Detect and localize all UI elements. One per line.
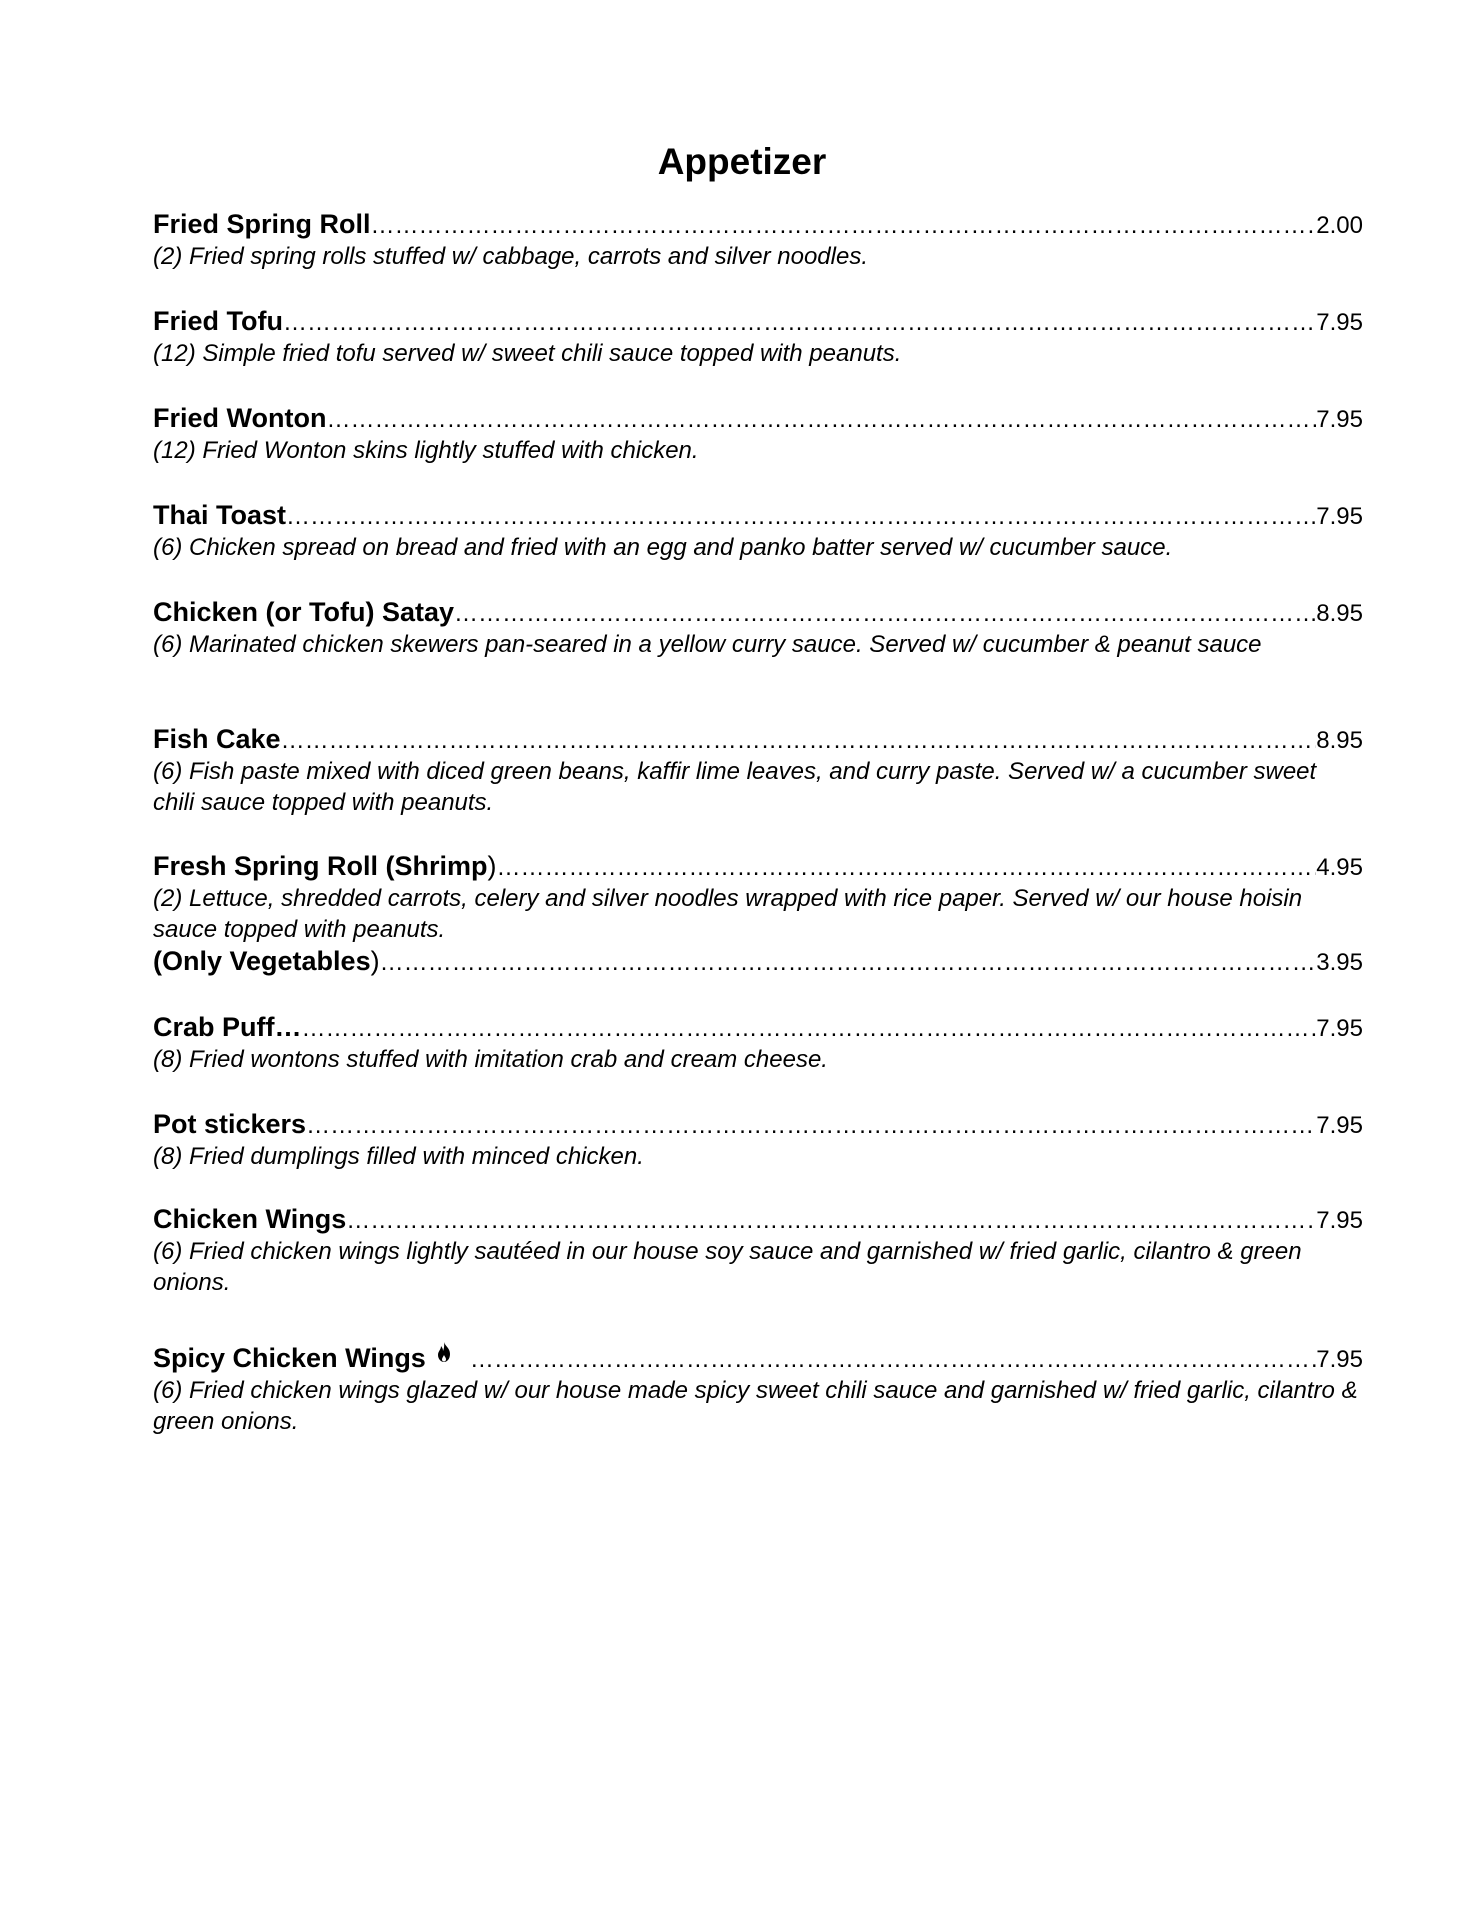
dot-leader [283, 306, 1316, 340]
menu-item [153, 304, 1363, 369]
menu-item-name-suffix: ) [487, 851, 497, 881]
menu-item-description: (8) Fried wontons stuffed with imitation crab and cream cheese. [153, 1046, 828, 1073]
dot-leader [326, 403, 1316, 437]
menu-item [153, 1010, 1363, 1075]
dot-leader [497, 851, 1317, 885]
dot-leader [346, 1204, 1316, 1238]
dot-leader [302, 1012, 1317, 1046]
menu-item-line [153, 1010, 1363, 1044]
menu-item-line [153, 498, 1363, 532]
menu-item-description: (2) Lettuce, shredded carrots, celery and silver noodles wrapped with rice paper. Served w/ our house hoisin sauce topped with peanuts. [153, 885, 1303, 943]
dot-leader [306, 1109, 1316, 1143]
menu-item-name: Chicken Wings [153, 1204, 347, 1234]
menu-item-line [153, 595, 1363, 629]
menu-item-line [153, 1107, 1363, 1141]
menu-item [153, 595, 1363, 660]
menu-item-price: 4.95 [1316, 854, 1363, 881]
menu-item-price: 7.95 [1316, 309, 1363, 336]
menu-item-description: (12) Simple fried tofu served w/ sweet chili sauce topped with peanuts. [153, 340, 902, 367]
menu-item-name: Fried Tofu [153, 306, 283, 336]
menu-item-price: 7.95 [1316, 406, 1363, 433]
menu-item-name: (Only Vegetables [153, 946, 371, 976]
menu-item-description: (2) Fried spring rolls stuffed w/ cabbage, carrots and silver noodles. [153, 243, 868, 270]
menu-item-description: (6) Marinated chicken skewers pan-seared in a yellow curry sauce. Served w/ cucumber & peanut sauce [153, 631, 1262, 658]
menu-item-name: Fried Wonton [153, 403, 327, 433]
menu-item-name: Pot stickers [153, 1109, 307, 1139]
menu-item-description: (6) Chicken spread on bread and fried with an egg and panko batter served w/ cucumber sauce. [153, 534, 1173, 561]
menu-item-price: 7.95 [1316, 1112, 1363, 1139]
dot-leader [470, 1343, 1316, 1377]
menu-item-name: Fried Spring Roll [153, 209, 371, 239]
menu-item-line [153, 1202, 1363, 1236]
menu-item-line [153, 207, 1363, 241]
menu-item [153, 1107, 1363, 1172]
menu-item-price: 3.95 [1316, 949, 1363, 976]
menu-item-line [153, 722, 1363, 756]
menu-item-price: 7.95 [1316, 1207, 1363, 1234]
menu-item [153, 498, 1363, 563]
menu-item-line [153, 1341, 1363, 1375]
menu-item-name: Crab Puff… [153, 1012, 302, 1042]
dot-leader [380, 946, 1317, 980]
menu-item [153, 1202, 1363, 1298]
menu-item [153, 1341, 1363, 1437]
menu-item [153, 207, 1363, 272]
menu-item-line [153, 944, 1363, 978]
menu-item-price: 7.95 [1316, 503, 1363, 530]
page-title: Appetizer [657, 141, 827, 182]
menu-item-description: (12) Fried Wonton skins lightly stuffed with chicken. [153, 437, 699, 464]
menu-item [153, 944, 1363, 978]
menu-item-name: Fresh Spring Roll (Shrimp [153, 851, 488, 881]
menu-item-price: 8.95 [1316, 600, 1363, 627]
menu-item [153, 849, 1363, 945]
menu-item [153, 401, 1363, 466]
menu-item [153, 722, 1363, 818]
menu-item-price: 7.95 [1316, 1346, 1363, 1373]
menu-item-name: Fish Cake [153, 724, 281, 754]
dot-leader [281, 724, 1317, 758]
menu-item-name: Spicy Chicken Wings [153, 1343, 426, 1373]
menu-item-line [153, 304, 1363, 338]
menu-item-line [153, 401, 1363, 435]
menu-item-name: Thai Toast [153, 500, 287, 530]
menu-item-description: (6) Fried chicken wings lightly sautéed in our house soy sauce and garnished w/ fried garlic, cilantro & green onions. [153, 1238, 1302, 1296]
dot-leader [454, 597, 1316, 631]
menu-item-price: 8.95 [1316, 727, 1363, 754]
dot-leader [371, 209, 1317, 243]
menu-item-description: (6) Fried chicken wings glazed w/ our house made spicy sweet chili sauce and garnished w/ fried garlic, cilantro & green onions. [153, 1377, 1358, 1435]
menu-item-price: 7.95 [1316, 1015, 1363, 1042]
dot-leader [286, 500, 1316, 534]
menu-item-description: (8) Fried dumplings filled with minced chicken. [153, 1143, 644, 1170]
menu-item-line [153, 849, 1363, 883]
menu-item-name: Chicken (or Tofu) Satay [153, 597, 455, 627]
flame-icon [436, 1341, 452, 1363]
menu-item-name-suffix: ) [370, 946, 380, 976]
menu-item-description: (6) Fish paste mixed with diced green beans, kaffir lime leaves, and curry paste. Served w/ a cucumber sweet chili sauce topped with peanuts. [153, 758, 1317, 816]
menu-item-price: 2.00 [1316, 212, 1363, 239]
